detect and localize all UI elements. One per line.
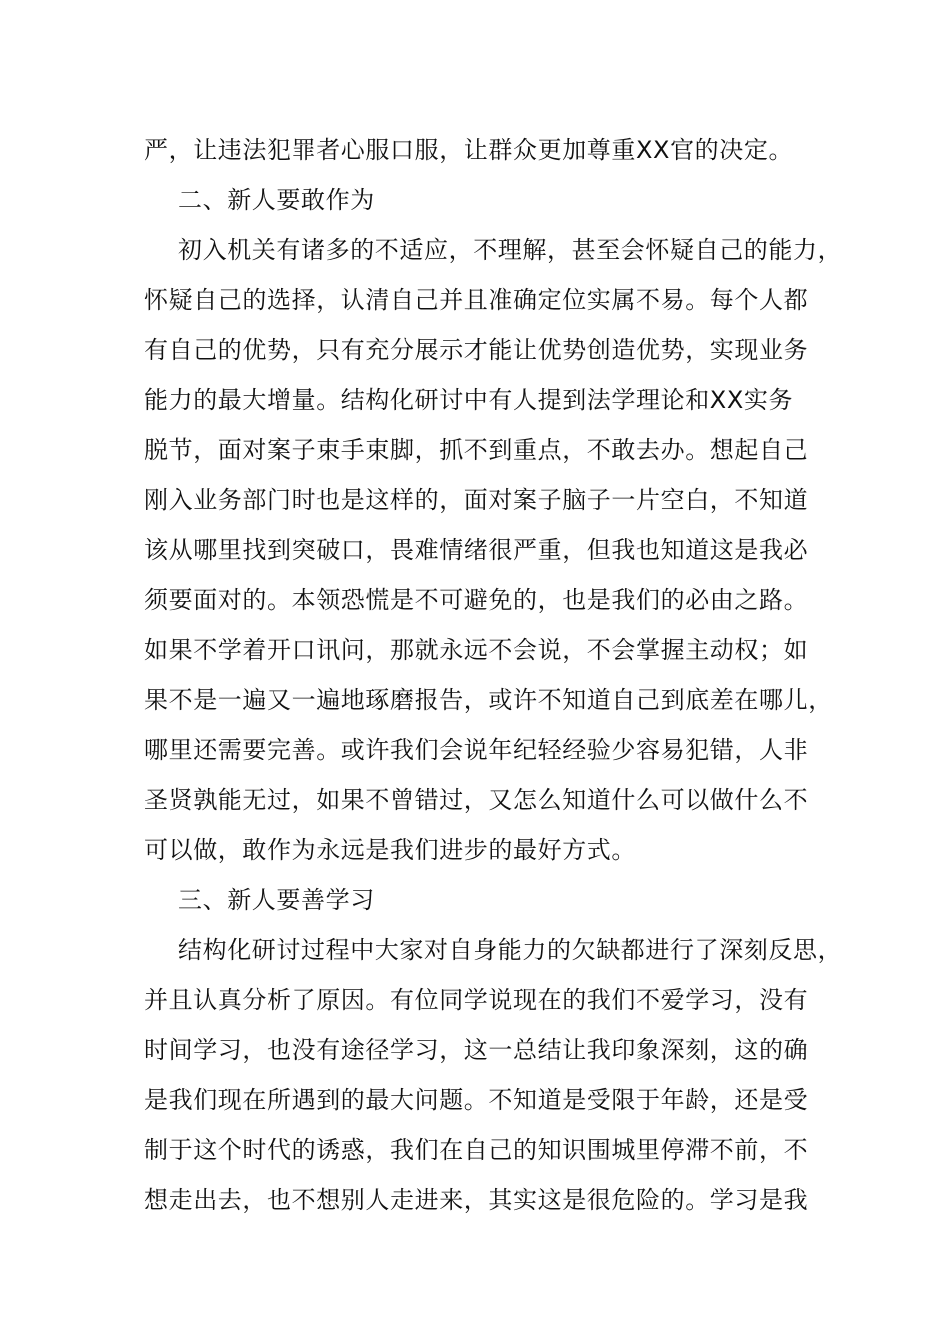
body-text-line: 想走出去，也不想别人走进来，其实这是很危险的。学习是我 [144,1186,809,1214]
body-text-line: 并且认真分析了原因。有位同学说现在的我们不爱学习，没有 [144,986,809,1014]
body-text-line: 怀疑自己的选择，认清自己并且准确定位实属不易。每个人都 [144,286,809,314]
body-text-line: 能力的最大增量。结构化研讨中有人提到法学理论和XX实务 [144,386,794,414]
section-heading: 二、新人要敢作为 [178,186,375,214]
body-text-line: 结构化研讨过程中大家对自身能力的欠缺都进行了深刻反思， [178,936,843,964]
body-text-line: 哪里还需要完善。或许我们会说年纪轻经验少容易犯错，人非 [144,736,809,764]
body-text-line: 可以做，敢作为永远是我们进步的最好方式。 [144,836,636,864]
body-text-line: 严，让违法犯罪者心服口服，让群众更加尊重XX官的决定。 [144,136,794,164]
body-text-line: 有自己的优势，只有充分展示才能让优势创造优势，实现业务 [144,336,809,364]
body-text-line: 该从哪里找到突破口，畏难情绪很严重，但我也知道这是我必 [144,536,809,564]
body-text-line: 圣贤孰能无过，如果不曾错过，又怎么知道什么可以做什么不 [144,786,809,814]
body-text-line: 脱节，面对案子束手束脚，抓不到重点，不敢去办。想起自己 [144,436,809,464]
body-text-line: 是我们现在所遇到的最大问题。不知道是受限于年龄，还是受 [144,1086,809,1114]
body-text-line: 时间学习，也没有途径学习，这一总结让我印象深刻，这的确 [144,1036,809,1064]
body-text-line: 刚入业务部门时也是这样的，面对案子脑子一片空白，不知道 [144,486,809,514]
body-text-line: 制于这个时代的诱惑，我们在自己的知识围城里停滞不前，不 [144,1136,809,1164]
body-text-line: 初入机关有诸多的不适应，不理解，甚至会怀疑自己的能力， [178,236,843,264]
section-heading: 三、新人要善学习 [178,886,375,914]
body-text-line: 须要面对的。本领恐慌是不可避免的，也是我们的必由之路。 [144,586,809,614]
body-text-line: 如果不学着开口讯问，那就永远不会说，不会掌握主动权；如 [144,636,809,664]
body-text-line: 果不是一遍又一遍地琢磨报告，或许不知道自己到底差在哪儿， [144,686,833,714]
